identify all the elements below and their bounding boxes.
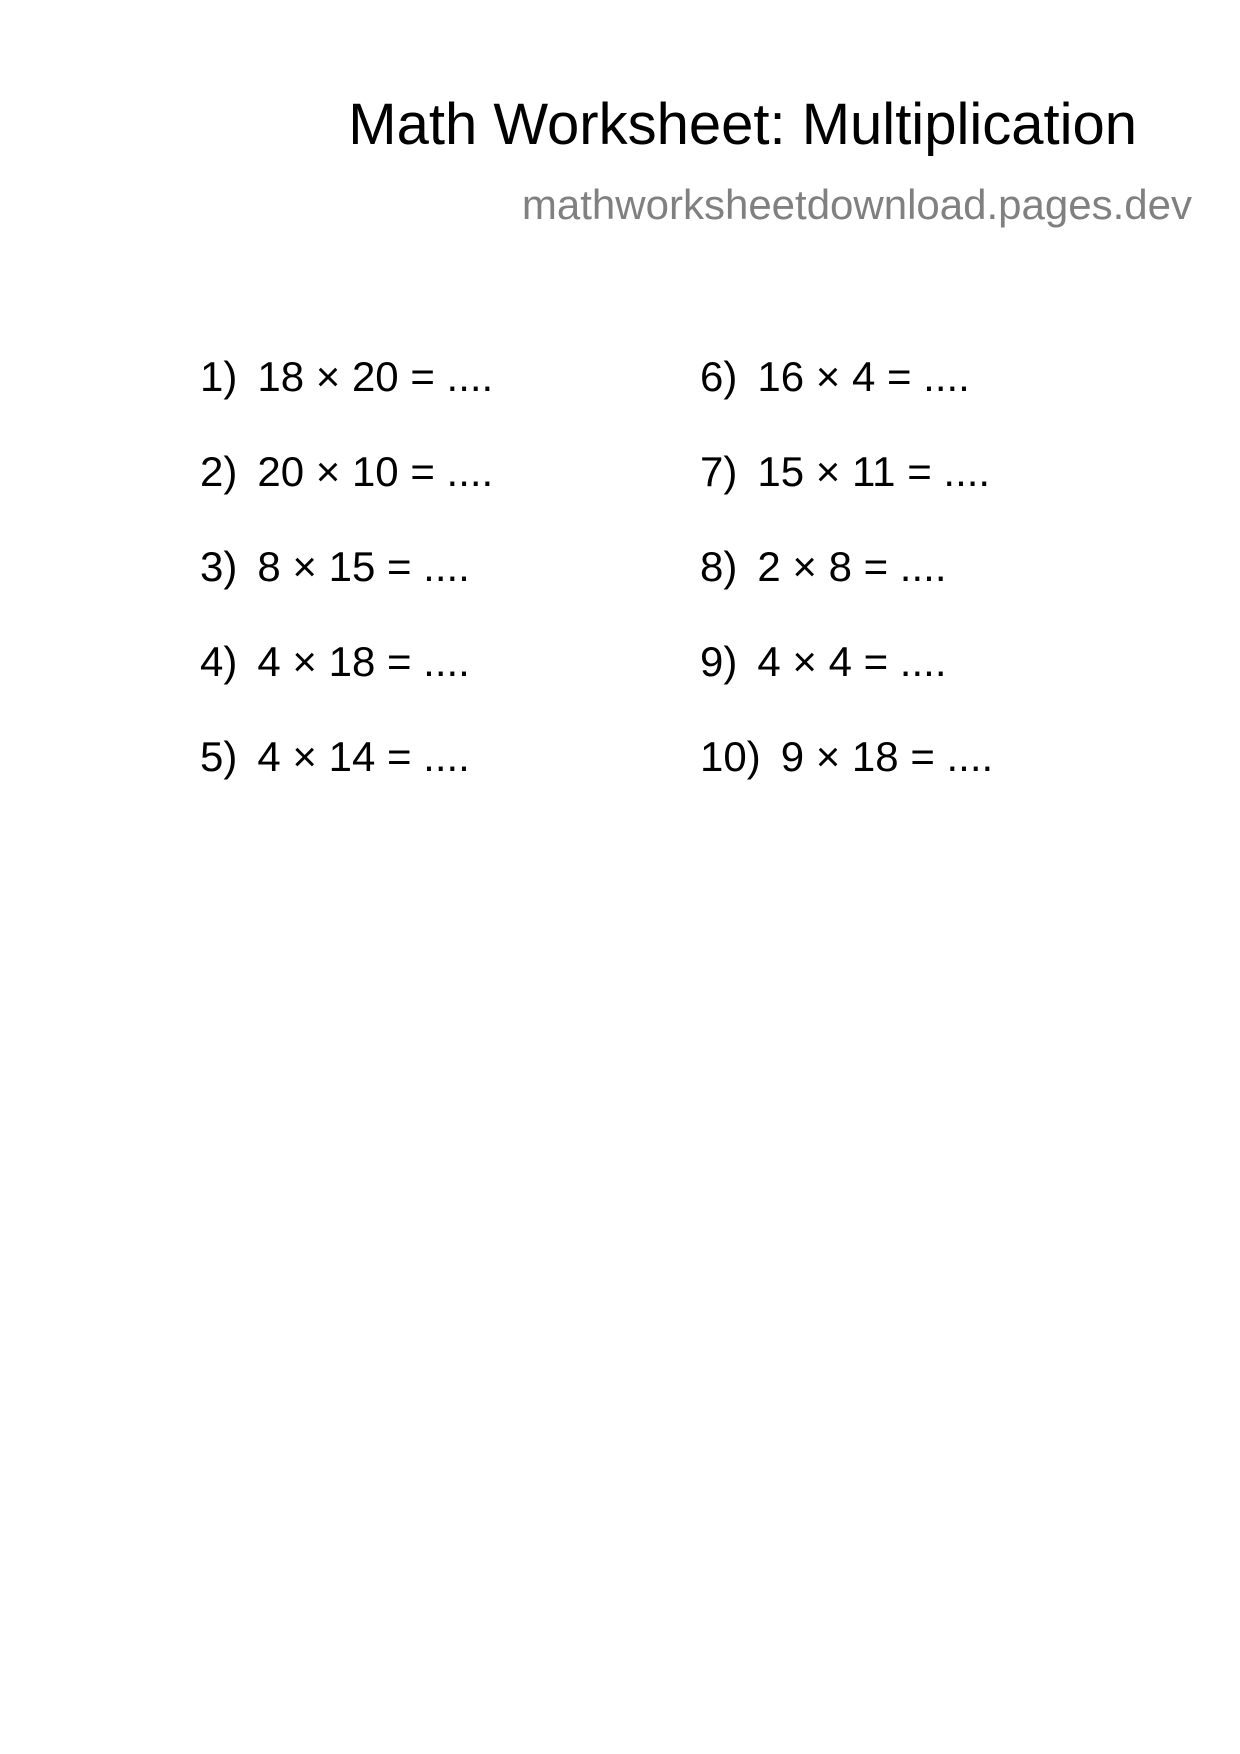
- problem-expression: 15 × 11 = ....: [757, 448, 991, 495]
- problem-item: [200, 353, 494, 400]
- problem-item: [200, 543, 470, 590]
- problem-number: 3): [200, 543, 238, 590]
- problem-item: [700, 353, 970, 400]
- problem-number: 8): [700, 543, 738, 590]
- problem-item: [200, 638, 470, 685]
- problem-expression: 4 × 18 = ....: [257, 638, 470, 685]
- problem-expression: 20 × 10 = ....: [257, 448, 494, 495]
- problem-item: [700, 733, 994, 780]
- problem-number: 1): [200, 353, 238, 400]
- problem-expression: 4 × 14 = ....: [257, 733, 470, 780]
- page-title: Math Worksheet: Multiplication: [348, 92, 1137, 157]
- problem-item: [700, 543, 947, 590]
- problem-number: 6): [700, 353, 738, 400]
- problem-item: [700, 638, 947, 685]
- problem-item: [200, 448, 494, 495]
- problem-number: 4): [200, 638, 238, 685]
- problem-number: 9): [700, 638, 738, 685]
- problem-expression: 16 × 4 = ....: [757, 353, 970, 400]
- problem-item: [700, 448, 991, 495]
- problem-number: 7): [700, 448, 738, 495]
- problem-number: 5): [200, 733, 238, 780]
- problem-number: 10): [700, 733, 761, 780]
- problem-item: [200, 733, 470, 780]
- site-url: mathworksheetdownload.pages.dev: [521, 181, 1192, 228]
- problem-expression: 18 × 20 = ....: [257, 353, 494, 400]
- problem-expression: 4 × 4 = ....: [757, 638, 947, 685]
- problem-expression: 8 × 15 = ....: [257, 543, 470, 590]
- problem-number: 2): [200, 448, 238, 495]
- problem-expression: 2 × 8 = ....: [757, 543, 947, 590]
- problem-expression: 9 × 18 = ....: [780, 733, 994, 780]
